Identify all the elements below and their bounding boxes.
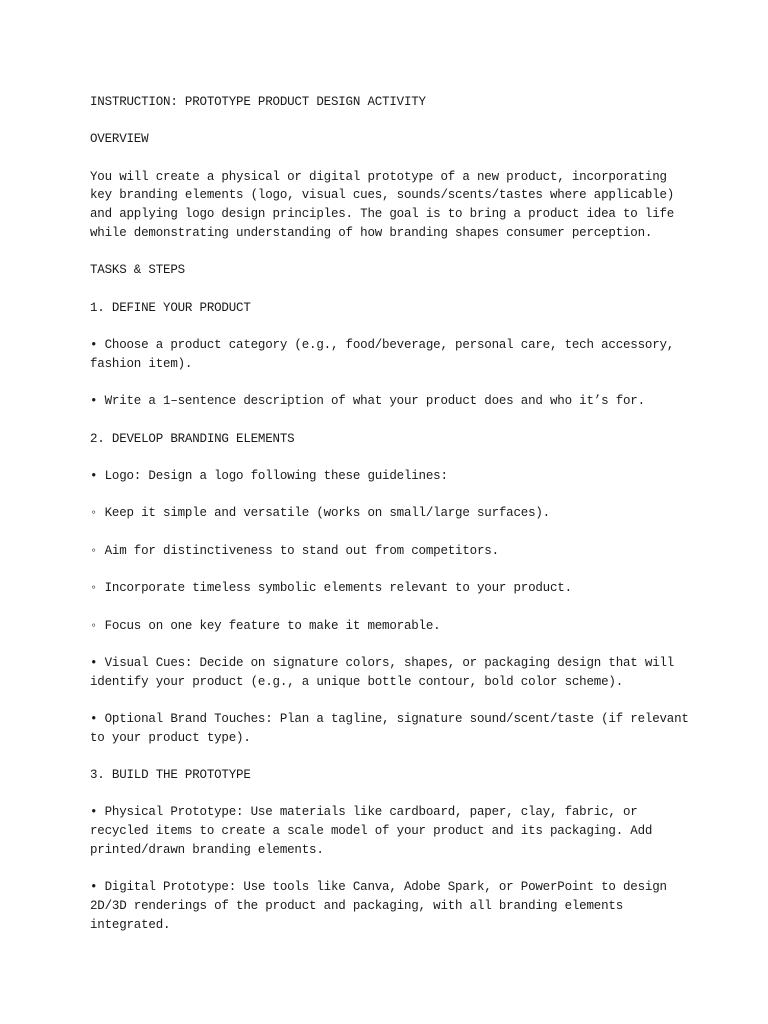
list-item: ◦ Focus on one key feature to make it memorable. — [90, 618, 441, 633]
document-title: INSTRUCTION: PROTOTYPE PRODUCT DESIGN ACTIVITY — [90, 95, 426, 109]
list-item: • Digital Prototype: Use tools like Canva, Adobe Spark, or PowerPoint to design 2D/3D renderings of the product and packaging, with all branding elements integrated. — [90, 880, 667, 932]
list-item: • Visual Cues: Decide on signature colors, shapes, or packaging design that will identify your product (e.g., a unique bottle contour, bold color scheme). — [90, 655, 675, 689]
list-item: • Logo: Design a logo following these guidelines: — [90, 468, 448, 483]
overview-text: You will create a physical or digital prototype of a new product, incorporating key branding elements (logo, visual cues, sounds/scents/tastes where applicable) and applying logo design principles. The goal is to bring a product idea to life while demonstrating understanding of how branding shapes consumer perception. — [90, 169, 675, 240]
step3-heading: 3. BUILD THE PROTOTYPE — [90, 768, 251, 783]
document-page — [90, 93, 690, 953]
list-item: ◦ Keep it simple and versatile (works on small/large surfaces). — [90, 506, 550, 521]
list-item: ◦ Aim for distinctiveness to stand out from competitors. — [90, 543, 499, 558]
list-item: • Optional Brand Touches: Plan a tagline, signature sound/scent/taste (if relevant to your product type). — [90, 711, 689, 745]
list-item: ◦ Incorporate timeless symbolic elements relevant to your product. — [90, 581, 572, 596]
step2-heading: 2. DEVELOP BRANDING ELEMENTS — [90, 431, 295, 446]
list-item: • Write a 1–sentence description of what your product does and who it’s for. — [90, 394, 645, 409]
tasks-heading: TASKS & STEPS — [90, 263, 185, 278]
overview-heading: OVERVIEW — [90, 132, 149, 147]
step1-heading: 1. DEFINE YOUR PRODUCT — [90, 300, 251, 315]
list-item: • Choose a product category (e.g., food/beverage, personal care, tech accessory, fashion item). — [90, 338, 675, 371]
list-item: • Physical Prototype: Use materials like cardboard, paper, clay, fabric, or recycled items to create a scale model of your product and its packaging. Add printed/drawn branding elements. — [90, 805, 653, 857]
